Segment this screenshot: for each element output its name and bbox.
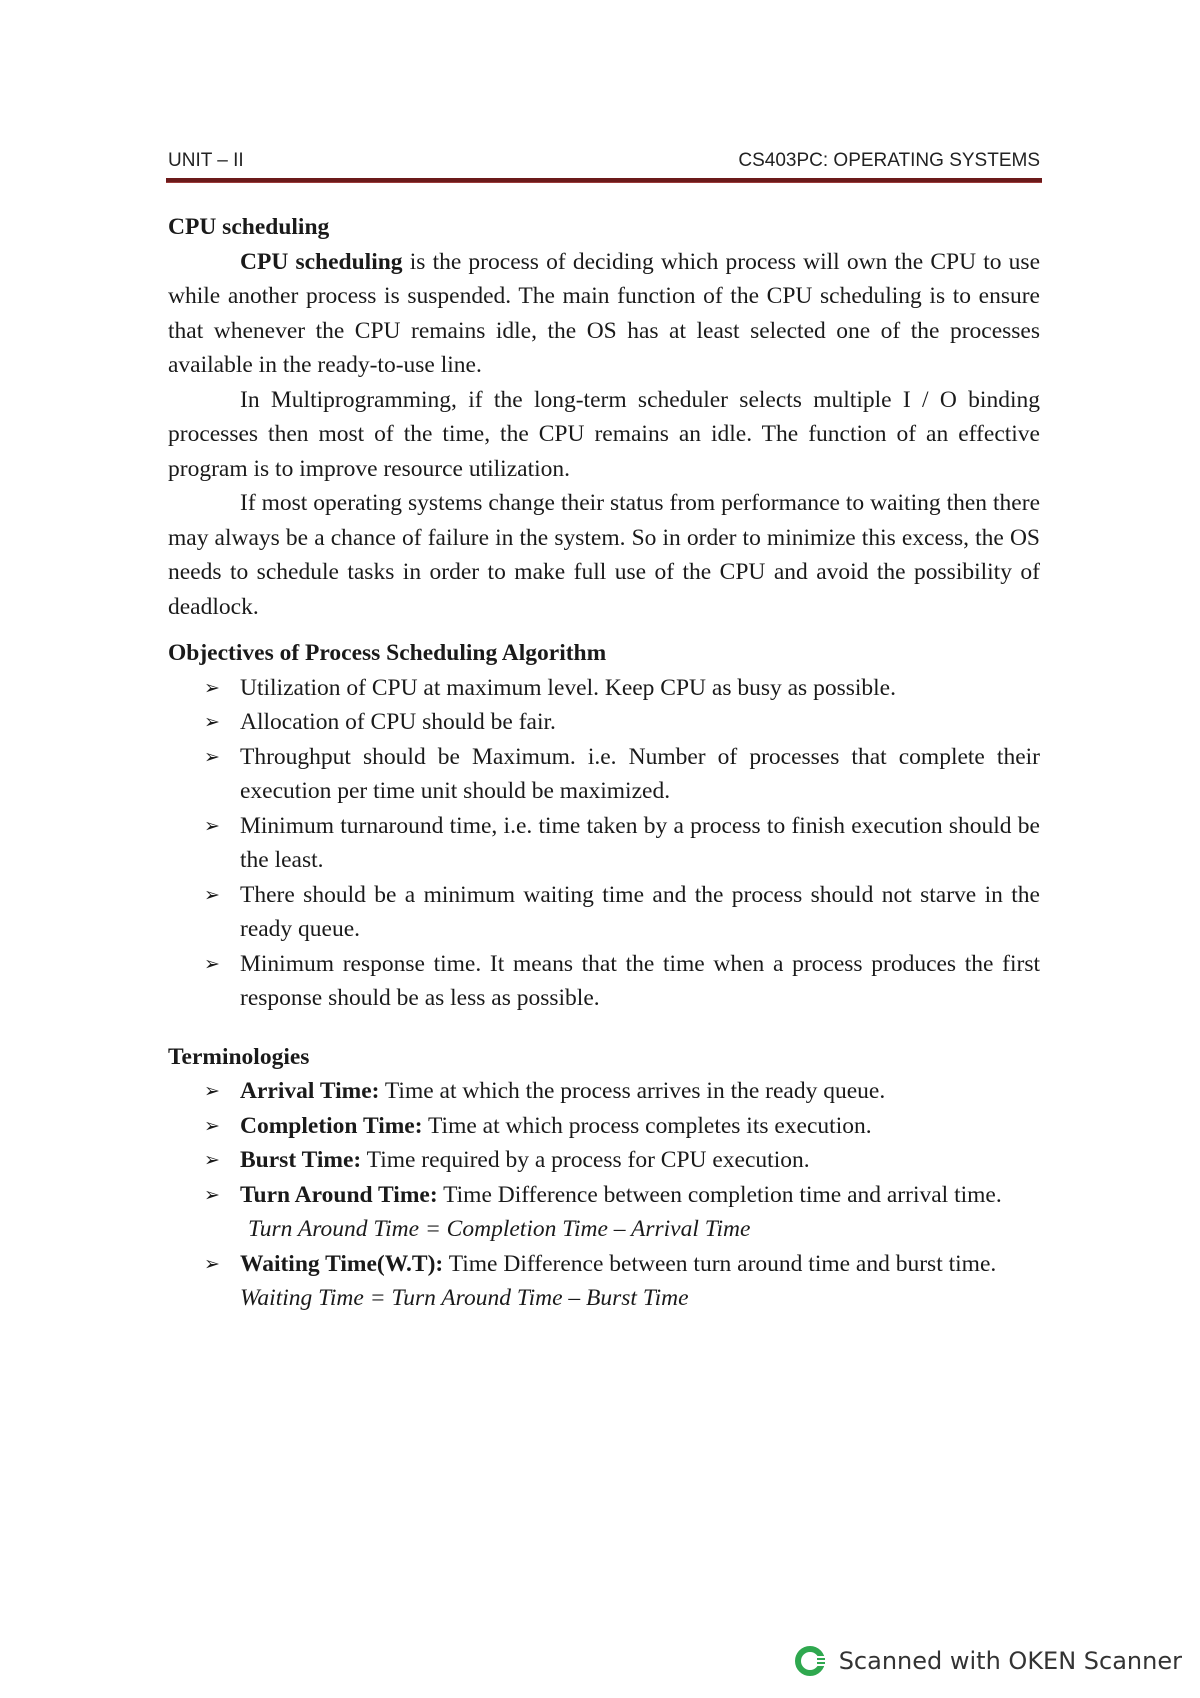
list-item-text: Minimum response time. It means that the time when a process produces the first response should be as less as possible. <box>240 950 1040 1011</box>
term-label: Burst Time: <box>240 1147 362 1173</box>
term-item-turnaround <box>204 1178 1040 1247</box>
section-heading-terminologies: Terminologies <box>168 1043 310 1070</box>
header-course: CS403PC: OPERATING SYSTEMS <box>738 150 1040 171</box>
paragraph-3: If most operating systems change their status from performance to waiting then there may always be a chance of failure in the system. So in order to minimize this excess, the OS needs to schedule tasks in order to make full use of the CPU and avoid the possibility of deadlock. <box>168 490 1040 620</box>
term-label: Arrival Time: <box>240 1078 380 1104</box>
term-item-burst <box>204 1143 1040 1178</box>
scanner-logo-icon <box>795 1644 829 1678</box>
arrow-bullet-icon: ➢ <box>204 1252 220 1275</box>
header-rule <box>166 178 1042 183</box>
arrow-bullet-icon: ➢ <box>204 711 220 733</box>
arrow-bullet-icon: ➢ <box>204 952 220 975</box>
paragraph-1-bold: CPU scheduling <box>240 248 403 275</box>
paragraph-1-text: is the process of deciding which process will own the CPU to use while another process is suspended. The main function of the CPU scheduling is to ensure that whenever the CPU remains idle, the OS has at least selected one of the processes available in the ready-to-use line. <box>168 248 1041 378</box>
term-item-completion <box>204 1109 1040 1144</box>
term-label: Completion Time: <box>240 1112 423 1139</box>
arrow-bullet-icon: ➢ <box>204 1080 220 1102</box>
list-item-text: Utilization of CPU at maximum level. Keep CPU as busy as possible. <box>240 674 896 701</box>
term-desc: Time at which the process arrives in the ready queue. <box>379 1078 886 1104</box>
section-heading-objectives: Objectives of Process Scheduling Algorithm <box>168 640 607 666</box>
arrow-bullet-icon: ➢ <box>204 1183 220 1206</box>
list-item-text: Allocation of CPU should be fair. <box>240 709 556 735</box>
header-unit: UNIT – II <box>168 150 244 171</box>
formula-turnaround: Turn Around Time = Completion Time – Arrival Time <box>248 1216 751 1242</box>
section-heading-cpu-scheduling: CPU scheduling <box>168 214 330 240</box>
arrow-bullet-icon: ➢ <box>204 814 220 837</box>
term-item-arrival <box>204 1074 1040 1109</box>
arrow-bullet-icon: ➢ <box>204 676 220 699</box>
page-header <box>168 150 1040 172</box>
document-page <box>168 0 1040 1698</box>
list-item-text: There should be a minimum waiting time and the process should not starve in the ready queue. <box>240 881 1040 942</box>
arrow-bullet-icon: ➢ <box>204 883 220 906</box>
list-item <box>204 947 1040 1016</box>
list-item-text: Minimum turnaround time, i.e. time taken by a process to finish execution should be the least. <box>240 812 1040 873</box>
paragraph-1 <box>168 245 1040 383</box>
term-desc: Time at which process completes its execution. <box>422 1112 872 1139</box>
list-item <box>204 740 1040 809</box>
list-item <box>204 671 1040 706</box>
term-desc: Time Difference between completion time and arrival time. <box>437 1181 1002 1208</box>
term-desc: Time required by a process for CPU execution. <box>361 1147 810 1173</box>
arrow-bullet-icon: ➢ <box>204 1149 220 1171</box>
term-label: Waiting Time(W.T): <box>240 1250 444 1277</box>
term-item-waiting <box>204 1247 1040 1316</box>
list-item <box>204 705 1040 740</box>
list-item-text: Throughput should be Maximum. i.e. Number of processes that complete their execution per time unit should be maximized. <box>240 743 1040 804</box>
scanner-watermark <box>795 1644 1182 1678</box>
list-item <box>204 809 1040 878</box>
arrow-bullet-icon: ➢ <box>204 745 220 768</box>
term-label: Turn Around Time: <box>240 1181 438 1208</box>
objectives-list <box>168 671 1040 1016</box>
paragraph-2: In Multiprogramming, if the long-term scheduler selects multiple I / O binding processes then most of the time, the CPU remains an idle. The function of an effective program is to improve resource utilization. <box>168 386 1040 482</box>
arrow-bullet-icon: ➢ <box>204 1114 220 1137</box>
scanner-label: Scanned with OKEN Scanner <box>838 1647 1182 1675</box>
list-item <box>204 878 1040 947</box>
term-desc: Time Difference between turn around time and burst time. <box>443 1250 997 1277</box>
terminologies-list <box>168 1074 1040 1316</box>
formula-waiting: Waiting Time = Turn Around Time – Burst Time <box>240 1285 689 1311</box>
page-content <box>168 210 1040 1316</box>
